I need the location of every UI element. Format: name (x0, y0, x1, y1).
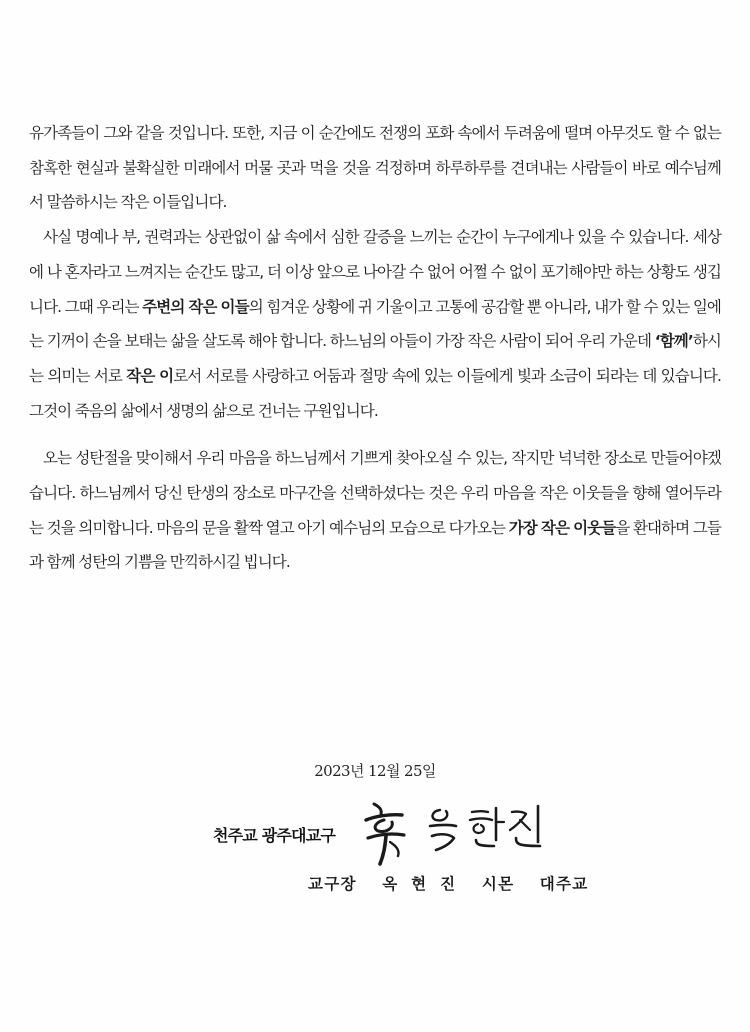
paragraph-1 (29, 116, 721, 220)
paragraph-2-part-4: 로서 서로를 사랑하고 어둠과 절망 속에 있는 이들에게 빛과 소금이 되라는 데 있습니다. 그것이 죽음의 삶에서 생명의 삶으로 건너는 구원입니다. (29, 366, 721, 420)
handwritten-signature (360, 798, 550, 868)
paragraph-3-emphasis-1: 가장 작은 이웃들 (508, 518, 616, 537)
paragraph-2-emphasis-1: 주변의 작은 이들 (142, 297, 249, 316)
paragraph-2-part-2: 의 힘겨운 상황에 귀 기울이고 고통에 공감할 뿐 아니라, 내가 할 수 있는 일에는 기꺼이 손을 보태는 삶을 살도록 해야 합니다. 하느님의 아들이 가장 작은 사람이 되어 우리 가운데 (29, 297, 721, 351)
organization-name: 천주교 광주대교구 (213, 826, 336, 845)
paragraph-2-emphasis-2: ‘함께’ (654, 332, 693, 351)
letter-date: 2023년 12월 25일 (314, 762, 436, 780)
paragraph-3 (29, 441, 721, 580)
paragraph-2-part-3: 하시는 의미는 서로 (29, 332, 721, 385)
letter-body (29, 116, 721, 580)
paragraph-2-part-1: 사실 명예나 부, 권력과는 상관없이 삶 속에서 심한 갈증을 느끼는 순간이 누구에게나 있을 수 있습니다. 세상에 나 혼자라고 느껴지는 순간도 많고, 더 이상 앞으로 나아갈 수 없어 어쩔 수 없이 포기해야만 하는 상황도 생깁니다. 그때 우리는 (29, 228, 721, 316)
paragraph-3-part-2: 을 환대하며 그들과 함께 성탄의 기쁨을 만끽하시길 빕니다. (29, 518, 721, 572)
author-title: 교구장 옥 현 진 시몬 대주교 (308, 875, 589, 893)
paragraph-1-text: 유가족들이 그와 같을 것입니다. 또한, 지금 이 순간에도 전쟁의 포화 속에서 두려움에 떨며 아무것도 할 수 없는 참혹한 현실과 불확실한 미래에서 머물 곳과 먹을 것을 걱정하며 하루하루를 견뎌내는 사람들이 바로 예수님께서 말씀하시는 작은 이들입니다. (29, 124, 721, 212)
paragraph-3-part-1: 오는 성탄절을 맞이해서 우리 마음을 하느님께서 기쁘게 찾아오실 수 있는, 작지만 넉넉한 장소로 만들어야겠습니다. 하느님께서 당신 탄생의 장소로 마구간을 선택하셨다는 것은 우리 마음을 작은 이웃들을 향해 열어두라는 것을 의미합니다. 마음의 문을 활짝 열고 아기 예수님의 모습으로 다가오는 (29, 449, 721, 537)
paragraph-2 (29, 220, 721, 428)
paragraph-2-emphasis-3: 작은 이 (126, 366, 174, 385)
